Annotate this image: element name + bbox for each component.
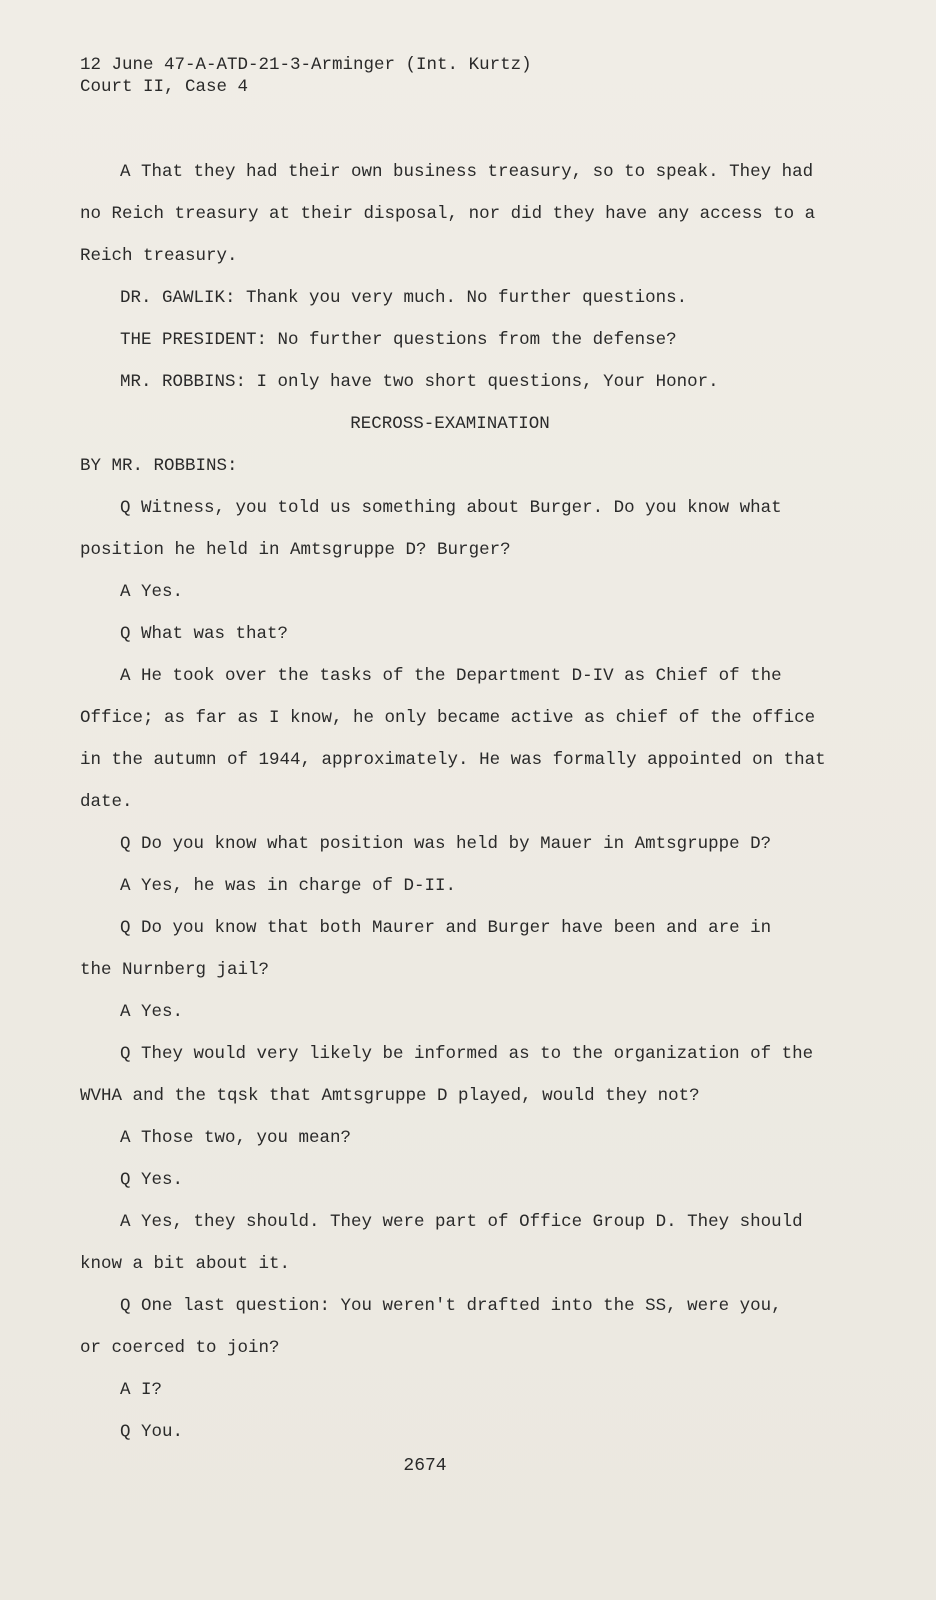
transcript-line: Reich treasury. bbox=[80, 246, 238, 266]
transcript-line: WVHA and the tqsk that Amtsgruppe D played, would they not? bbox=[80, 1086, 700, 1106]
transcript-line: A Those two, you mean? bbox=[120, 1128, 352, 1148]
transcript-line: A He took over the tasks of the Department D-IV as Chief of the bbox=[120, 666, 782, 686]
section-heading: RECROSS-EXAMINATION bbox=[350, 414, 550, 434]
transcript-line: DR. GAWLIK: Thank you very much. No further questions. bbox=[120, 288, 688, 308]
page-number: 2674 bbox=[403, 1456, 447, 1476]
transcript-line: A Yes. bbox=[120, 582, 184, 602]
header-line-1: 12 June 47-A-ATD-21-3-Arminger (Int. Kurtz) bbox=[80, 55, 532, 75]
transcript-line: in the autumn of 1944, approximately. He was formally appointed on that bbox=[80, 750, 826, 770]
transcript-line: Q What was that? bbox=[120, 624, 289, 644]
transcript-line: position he held in Amtsgruppe D? Burger? bbox=[80, 540, 511, 560]
transcript-line: Q Do you know what position was held by Mauer in Amtsgruppe D? bbox=[120, 834, 772, 854]
transcript-line: Q One last question: You weren't drafted into the SS, were you, bbox=[120, 1296, 782, 1316]
transcript-line: know a bit about it. bbox=[80, 1254, 291, 1274]
transcript-line: Q They would very likely be informed as to the organization of the bbox=[120, 1044, 814, 1064]
transcript-line: Q You. bbox=[120, 1422, 184, 1442]
transcript-line: date. bbox=[80, 792, 133, 812]
transcript-line: Q Yes. bbox=[120, 1170, 184, 1190]
transcript-line: BY MR. ROBBINS: bbox=[80, 456, 238, 476]
transcript-line: Q Witness, you told us something about Burger. Do you know what bbox=[120, 498, 782, 518]
transcript-line: MR. ROBBINS: I only have two short questions, Your Honor. bbox=[120, 372, 719, 392]
transcript-line: A Yes, he was in charge of D-II. bbox=[120, 876, 457, 896]
transcript-line: Office; as far as I know, he only became active as chief of the office bbox=[80, 708, 816, 728]
header-line-2: Court II, Case 4 bbox=[80, 77, 249, 97]
transcript-line: THE PRESIDENT: No further questions from the defense? bbox=[120, 330, 677, 350]
transcript-line: Q Do you know that both Maurer and Burger have been and are in bbox=[120, 918, 772, 938]
transcript-line: the Nurnberg jail? bbox=[80, 960, 270, 980]
document-header bbox=[80, 54, 532, 98]
transcript-body bbox=[80, 158, 826, 1460]
transcript-line: A Yes, they should. They were part of Office Group D. They should bbox=[120, 1212, 803, 1232]
transcript-line: A I? bbox=[120, 1380, 163, 1400]
transcript-line: A Yes. bbox=[120, 1002, 184, 1022]
transcript-line: no Reich treasury at their disposal, nor did they have any access to a bbox=[80, 204, 816, 224]
transcript-line: or coerced to join? bbox=[80, 1338, 280, 1358]
transcript-line: A That they had their own business treasury, so to speak. They had bbox=[120, 162, 814, 182]
